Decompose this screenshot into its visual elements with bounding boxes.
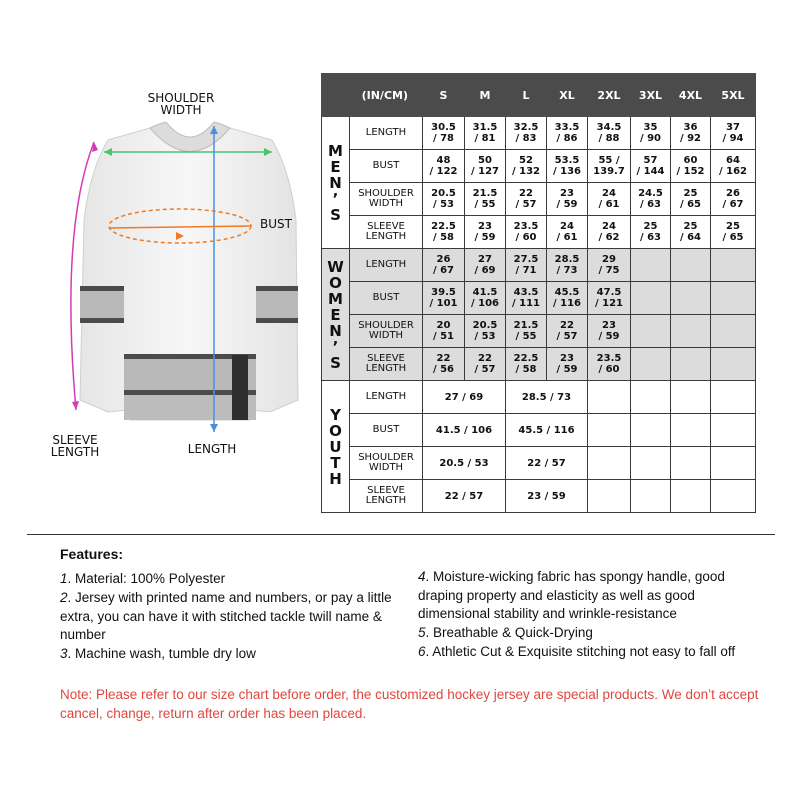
shoulder-width-label: SHOULDER WIDTH xyxy=(147,91,215,117)
size-value-cell: 20.5 / 53 xyxy=(423,183,465,216)
size-value-cell: 22 / 57 xyxy=(423,480,506,513)
size-value-cell: 23 / 59 xyxy=(547,183,588,216)
section-divider xyxy=(27,534,775,535)
size-value-cell: 25 / 65 xyxy=(711,216,756,249)
size-value-cell: 22 / 57 xyxy=(506,183,547,216)
size-row xyxy=(322,150,756,183)
size-value-cell: 23.5 / 60 xyxy=(506,216,547,249)
length-label: LENGTH xyxy=(187,442,237,456)
size-3xl-header: 3XL xyxy=(631,74,671,117)
empty-cell xyxy=(711,282,756,315)
empty-cell xyxy=(631,348,671,381)
measure-label: SHOULDER WIDTH xyxy=(350,315,423,348)
features-title: Features: xyxy=(60,546,124,562)
size-2xl-header: 2XL xyxy=(588,74,631,117)
size-value-cell: 28.5 / 73 xyxy=(547,249,588,282)
empty-cell xyxy=(631,315,671,348)
size-value-cell: 25 / 64 xyxy=(671,216,711,249)
empty-cell xyxy=(631,381,671,414)
empty-cell xyxy=(671,315,711,348)
size-value-cell: 52 / 132 xyxy=(506,150,547,183)
feature-text: . Material: 100% Polyester xyxy=(67,571,226,586)
size-value-cell: 41.5 / 106 xyxy=(423,414,506,447)
empty-cell xyxy=(588,381,631,414)
group-letter: Y xyxy=(330,405,341,424)
empty-cell xyxy=(671,381,711,414)
size-value-cell: 64 / 162 xyxy=(711,150,756,183)
feature-text: . Moisture-wicking fabric has spongy handle, good draping property and elasticity as well as good dimensional stability and wrinkle-resistance xyxy=(418,569,725,621)
size-value-cell: 20.5 / 53 xyxy=(465,315,506,348)
feature-text: . Breathable & Quick-Drying xyxy=(425,625,593,640)
size-value-cell: 34.5 / 88 xyxy=(588,117,631,150)
measure-label: LENGTH xyxy=(350,381,423,414)
mens-group-label xyxy=(322,117,350,249)
group-letter: M xyxy=(328,141,343,160)
size-value-cell: 23.5 / 60 xyxy=(588,348,631,381)
measure-label: BUST xyxy=(350,414,423,447)
size-header-row xyxy=(322,74,756,117)
empty-cell xyxy=(588,480,631,513)
size-s-header: S xyxy=(423,74,465,117)
order-note: Note: Please refer to our size chart before order, the customized hockey jersey are special products. We don’t accept cancel, change, return after order has been placed. xyxy=(60,687,759,721)
size-row xyxy=(322,282,756,315)
measure-label: SLEEVE LENGTH xyxy=(350,480,423,513)
size-value-cell: 50 / 127 xyxy=(465,150,506,183)
feature-item-4 xyxy=(418,568,758,624)
size-value-cell: 28.5 / 73 xyxy=(506,381,588,414)
size-value-cell: 22.5 / 58 xyxy=(506,348,547,381)
size-value-cell: 22 / 56 xyxy=(423,348,465,381)
group-letter: H xyxy=(329,469,342,488)
empty-cell xyxy=(671,480,711,513)
size-value-cell: 60 / 152 xyxy=(671,150,711,183)
size-value-cell: 35 / 90 xyxy=(631,117,671,150)
feature-number: 2 xyxy=(60,590,68,605)
feature-item-6 xyxy=(418,643,748,662)
size-value-cell: 24 / 62 xyxy=(588,216,631,249)
size-value-cell: 29 / 75 xyxy=(588,249,631,282)
feature-number: 6 xyxy=(418,644,426,659)
size-value-cell: 25 / 63 xyxy=(631,216,671,249)
size-value-cell: 32.5 / 83 xyxy=(506,117,547,150)
size-l-header: L xyxy=(506,74,547,117)
empty-cell xyxy=(711,414,756,447)
empty-cell xyxy=(671,414,711,447)
size-value-cell: 24 / 61 xyxy=(547,216,588,249)
bust-label: BUST xyxy=(260,217,292,231)
size-value-cell: 23 / 59 xyxy=(547,348,588,381)
size-value-cell: 37 / 94 xyxy=(711,117,756,150)
group-letter: S xyxy=(330,353,341,372)
group-letter: M xyxy=(328,289,343,308)
size-value-cell: 24 / 61 xyxy=(588,183,631,216)
measure-label: LENGTH xyxy=(350,117,423,150)
size-value-cell: 23 / 59 xyxy=(506,480,588,513)
jersey-diagram xyxy=(0,0,320,520)
size-4xl-header: 4XL xyxy=(671,74,711,117)
size-value-cell: 27.5 / 71 xyxy=(506,249,547,282)
empty-cell xyxy=(711,348,756,381)
youth-group-label xyxy=(322,381,350,513)
size-value-cell: 47.5 / 121 xyxy=(588,282,631,315)
mens-section xyxy=(322,117,756,249)
size-value-cell: 41.5 / 106 xyxy=(465,282,506,315)
feature-text: . Athletic Cut & Exquisite stitching not easy to fall off xyxy=(425,644,736,659)
size-m-header: M xyxy=(465,74,506,117)
group-letter: O xyxy=(329,421,342,440)
size-value-cell: 25 / 65 xyxy=(671,183,711,216)
feature-item-5 xyxy=(418,624,758,643)
measure-label: SHOULDER WIDTH xyxy=(350,183,423,216)
size-value-cell: 23 / 59 xyxy=(588,315,631,348)
size-value-cell: 27 / 69 xyxy=(423,381,506,414)
measure-label: LENGTH xyxy=(350,249,423,282)
size-row xyxy=(322,249,756,282)
group-letter: T xyxy=(330,453,341,472)
size-value-cell: 23 / 59 xyxy=(465,216,506,249)
size-value-cell: 55 / 139.7 xyxy=(588,150,631,183)
measure-label: SHOULDER WIDTH xyxy=(350,447,423,480)
size-row xyxy=(322,381,756,414)
group-letter: ’ xyxy=(332,337,339,356)
size-row xyxy=(322,348,756,381)
group-letter: O xyxy=(329,273,342,292)
measure-label: SLEEVE LENGTH xyxy=(350,348,423,381)
womens-group-label xyxy=(322,249,350,381)
empty-cell xyxy=(588,414,631,447)
size-value-cell: 22 / 57 xyxy=(465,348,506,381)
size-value-cell: 21.5 / 55 xyxy=(506,315,547,348)
unit-header: (IN/CM) xyxy=(322,74,423,117)
size-value-cell: 31.5 / 81 xyxy=(465,117,506,150)
empty-cell xyxy=(711,381,756,414)
empty-cell xyxy=(671,348,711,381)
empty-cell xyxy=(631,249,671,282)
feature-number: 4 xyxy=(418,569,426,584)
size-value-cell: 27 / 69 xyxy=(465,249,506,282)
group-letter: N xyxy=(329,173,342,192)
size-row xyxy=(322,414,756,447)
empty-cell xyxy=(631,414,671,447)
size-value-cell: 22 / 57 xyxy=(547,315,588,348)
size-value-cell: 33.5 / 86 xyxy=(547,117,588,150)
size-row xyxy=(322,480,756,513)
empty-cell xyxy=(631,282,671,315)
feature-number: 3 xyxy=(60,646,68,661)
feature-number: 1 xyxy=(60,571,68,586)
feature-item-2 xyxy=(60,589,400,645)
size-row xyxy=(322,216,756,249)
size-row xyxy=(322,117,756,150)
size-value-cell: 48 / 122 xyxy=(423,150,465,183)
youth-section xyxy=(322,381,756,513)
measure-label: SLEEVE LENGTH xyxy=(350,216,423,249)
size-value-cell: 22.5 / 58 xyxy=(423,216,465,249)
size-value-cell: 53.5 / 136 xyxy=(547,150,588,183)
group-letter: W xyxy=(327,257,344,276)
group-letter: U xyxy=(329,437,342,456)
sleeve-length-label: SLEEVE LENGTH xyxy=(50,433,100,459)
empty-cell xyxy=(671,249,711,282)
group-letter: S xyxy=(330,205,341,224)
size-chart-table xyxy=(321,73,756,513)
empty-cell xyxy=(588,447,631,480)
empty-cell xyxy=(631,480,671,513)
empty-cell xyxy=(671,282,711,315)
size-value-cell: 21.5 / 55 xyxy=(465,183,506,216)
size-xl-header: XL xyxy=(547,74,588,117)
size-5xl-header: 5XL xyxy=(711,74,756,117)
empty-cell xyxy=(711,480,756,513)
size-row xyxy=(322,315,756,348)
size-value-cell: 24.5 / 63 xyxy=(631,183,671,216)
feature-number: 5 xyxy=(418,625,426,640)
empty-cell xyxy=(711,249,756,282)
group-letter: E xyxy=(330,305,341,324)
empty-cell xyxy=(671,447,711,480)
feature-text: . Jersey with printed name and numbers, or pay a little extra, you can have it with stitched tackle twill name & number xyxy=(60,590,392,642)
size-value-cell: 22 / 57 xyxy=(506,447,588,480)
size-value-cell: 26 / 67 xyxy=(423,249,465,282)
feature-text: . Machine wash, tumble dry low xyxy=(67,646,256,661)
size-value-cell: 43.5 / 111 xyxy=(506,282,547,315)
size-value-cell: 45.5 / 116 xyxy=(547,282,588,315)
size-value-cell: 36 / 92 xyxy=(671,117,711,150)
size-value-cell: 30.5 / 78 xyxy=(423,117,465,150)
size-value-cell: 45.5 / 116 xyxy=(506,414,588,447)
empty-cell xyxy=(631,447,671,480)
size-value-cell: 39.5 / 101 xyxy=(423,282,465,315)
group-letter: E xyxy=(330,157,341,176)
feature-item-3 xyxy=(60,645,400,664)
size-value-cell: 26 / 67 xyxy=(711,183,756,216)
womens-section xyxy=(322,249,756,381)
size-value-cell: 20 / 51 xyxy=(423,315,465,348)
size-row xyxy=(322,183,756,216)
measure-label: BUST xyxy=(350,150,423,183)
size-value-cell: 20.5 / 53 xyxy=(423,447,506,480)
empty-cell xyxy=(711,447,756,480)
feature-item-1 xyxy=(60,570,400,589)
size-row xyxy=(322,447,756,480)
measure-label: BUST xyxy=(350,282,423,315)
empty-cell xyxy=(711,315,756,348)
group-letter: ’ xyxy=(332,189,339,208)
size-value-cell: 57 / 144 xyxy=(631,150,671,183)
group-letter: N xyxy=(329,321,342,340)
